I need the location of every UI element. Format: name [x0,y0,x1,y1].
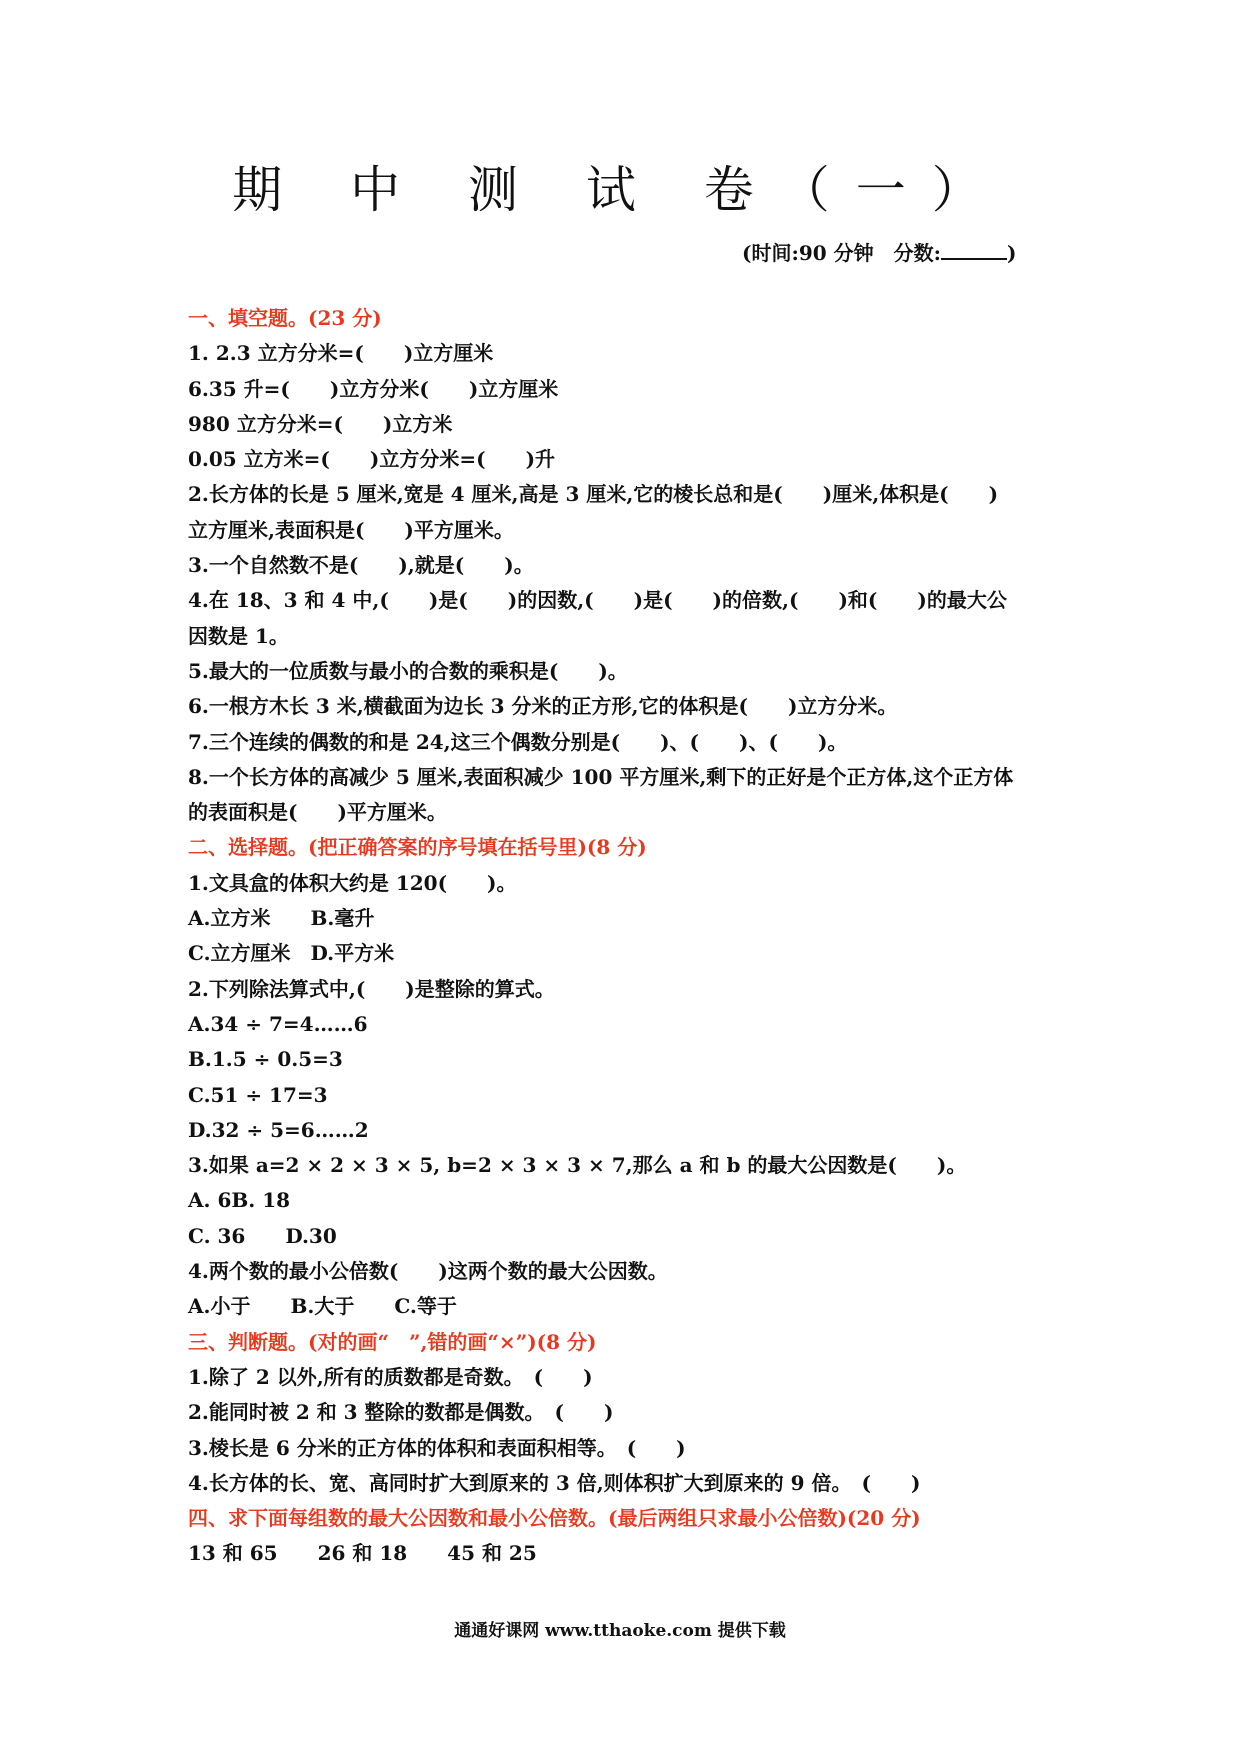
question-line: 的表面积是( )平方厘米。 [188,800,447,825]
question-line: 8.一个长方体的高减少 5 厘米,表面积减少 100 平方厘米,剩下的正好是个正方体,这个正方体 [188,764,1014,789]
question-line: D.32 ÷ 5=6……2 [188,1117,369,1142]
meta-close-paren: ) [1007,241,1017,265]
question-line: 13 和 65 26 和 18 45 和 25 [188,1541,537,1566]
time-score-label: (时间:90 分钟 分数: [742,241,942,265]
question-line: 5.最大的一位质数与最小的合数的乘积是( )。 [188,658,628,683]
exam-content [188,301,1068,1572]
section-heading: 二、选择题。(把正确答案的序号填在括号里)(8 分) [188,835,647,860]
section-heading: 三、判断题。(对的画“ ”,错的画“×”)(8 分) [188,1329,597,1354]
question-line: 6.一根方木长 3 米,横截面为边长 3 分米的正方形,它的体积是( )立方分米。 [188,694,898,719]
question-line: 4.长方体的长、宽、高同时扩大到原来的 3 倍,则体积扩大到原来的 9 倍。 ( ) [188,1470,921,1495]
question-line: 1. 2.3 立方分米=( )立方厘米 [188,341,494,366]
exam-meta [742,237,1017,266]
question-line: 2.长方体的长是 5 厘米,宽是 4 厘米,高是 3 厘米,它的棱长总和是( )厘米,体积是( ) [188,482,999,507]
question-line: C.51 ÷ 17=3 [188,1082,328,1107]
score-blank [941,240,1007,260]
question-line: 3.棱长是 6 分米的正方体的体积和表面积相等。 ( ) [188,1435,686,1460]
question-line: 0.05 立方米=( )立方分米=( )升 [188,447,556,472]
question-line: 4.两个数的最小公倍数( )这两个数的最大公因数。 [188,1259,668,1284]
question-line: 2.能同时被 2 和 3 整除的数都是偶数。 ( ) [188,1400,614,1425]
question-line: 4.在 18、3 和 4 中,( )是( )的因数,( )是( )的倍数,( )和( )的最大公 [188,588,1007,613]
question-line: C.立方厘米 D.平方米 [188,941,395,966]
question-line: 7.三个连续的偶数的和是 24,这三个偶数分别是( )、( )、( )。 [188,729,848,754]
question-line: B.1.5 ÷ 0.5=3 [188,1047,343,1072]
section-heading: 一、填空题。(23 分) [188,306,382,330]
question-line: A.立方米 B.毫升 [188,906,375,931]
question-line: 1.除了 2 以外,所有的质数都是奇数。 ( ) [188,1364,593,1389]
question-line: C. 36 D.30 [188,1223,337,1248]
question-line: A.小于 B.大于 C.等于 [188,1294,457,1319]
question-line: 6.35 升=( )立方分米( )立方厘米 [188,376,559,401]
question-line: A. 6B. 18 [188,1188,291,1213]
section-heading: 四、求下面每组数的最大公因数和最小公倍数。(最后两组只求最小公倍数)(20 分) [188,1506,921,1531]
question-line: 2.下列除法算式中,( )是整除的算式。 [188,976,555,1001]
question-line: A.34 ÷ 7=4……6 [188,1011,368,1036]
question-line: 3.如果 a=2 × 2 × 3 × 5, b=2 × 3 × 3 × 7,那么 a 和 b 的最大公因数是( )。 [188,1153,967,1178]
question-line: 3.一个自然数不是( ),就是( )。 [188,553,534,578]
question-line: 立方厘米,表面积是( )平方厘米。 [188,517,514,542]
footer-credit: 通通好课网 www.tthaoke.com 提供下载 [454,1621,786,1641]
page-title: 期 中 测 试 卷（一） [232,161,1008,219]
question-line: 1.文具盒的体积大约是 120( )。 [188,870,517,895]
question-line: 980 立方分米=( )立方米 [188,411,453,436]
question-line: 因数是 1。 [188,623,289,648]
